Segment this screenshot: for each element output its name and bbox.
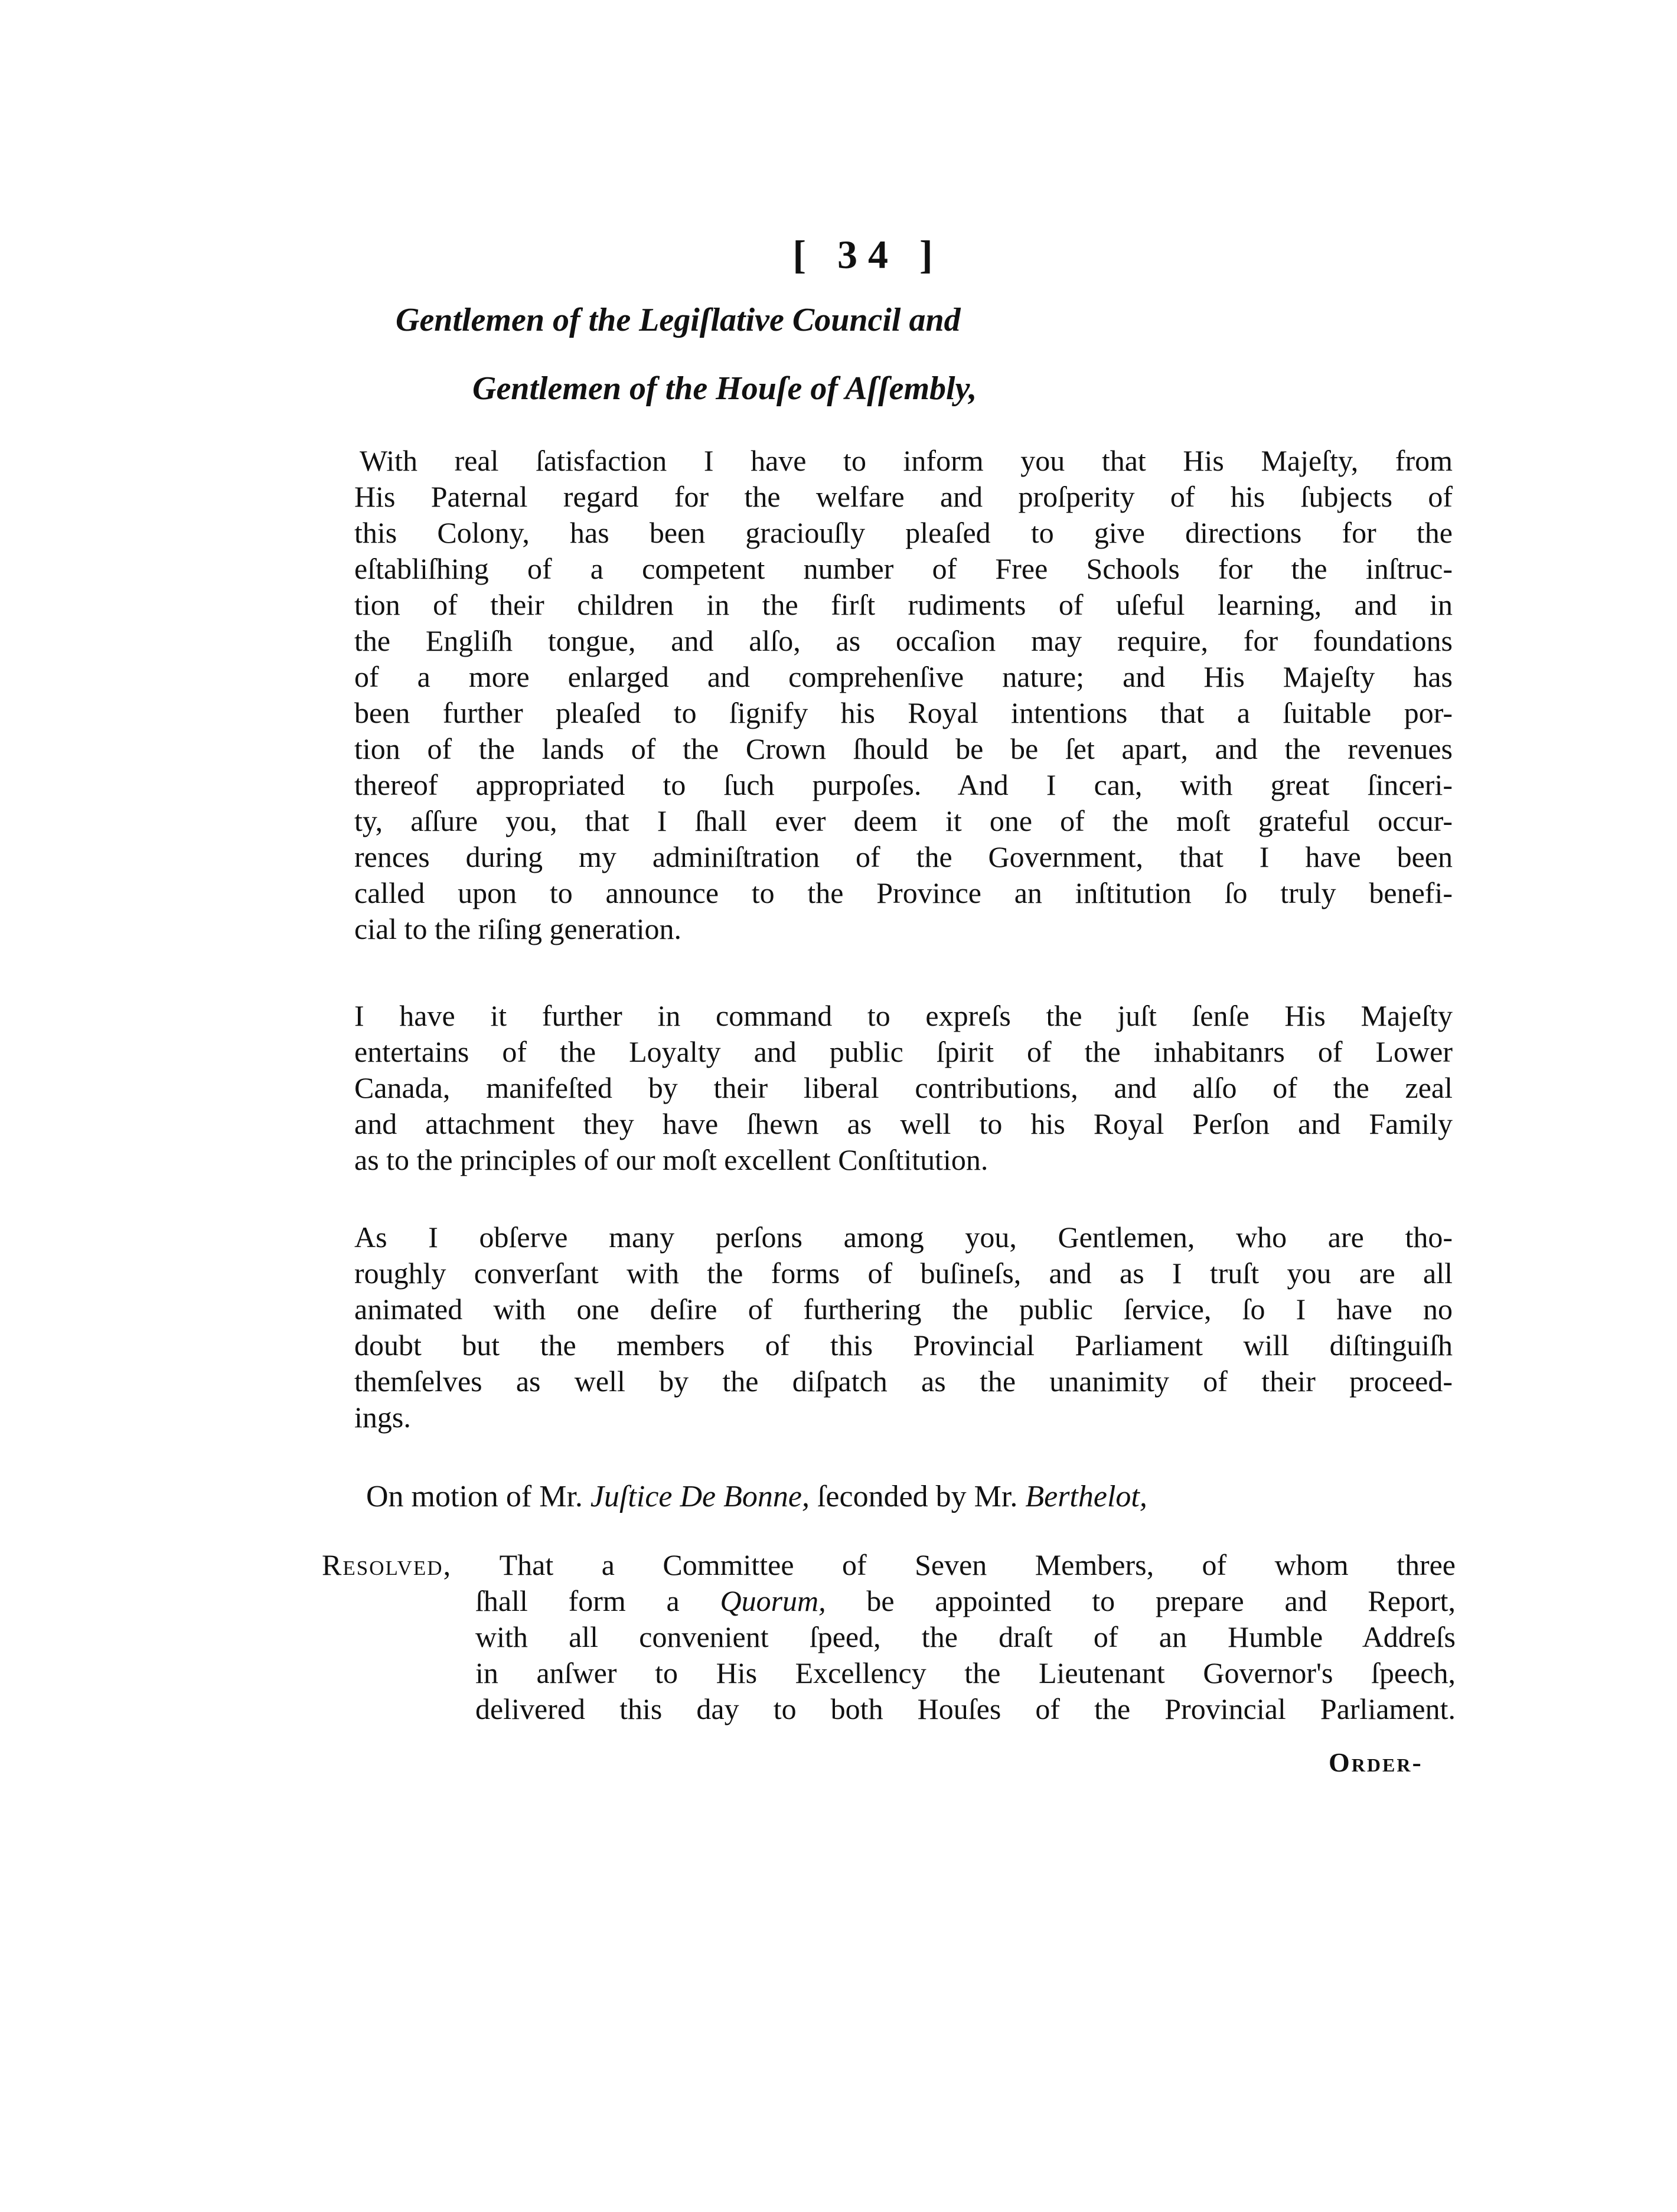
text-line: rences during my adminiſtration of the Government, that I have been (354, 840, 1453, 873)
text-line: as to the principles of our moſt excellent Conſtitution. (354, 1143, 988, 1176)
motion-middle: ſeconded by Mr. (809, 1480, 1026, 1513)
resolution-line: in anſwer to His Excellency the Lieutenant Governor's ſpeech, (475, 1656, 1456, 1689)
resolution-text: ſhall form a (475, 1584, 720, 1617)
text-line: of a more enlarged and comprehenſive nature; and His Majeſty has (354, 660, 1453, 693)
resolution-text: That a Committee of Seven Members, of whom three (452, 1548, 1456, 1581)
paragraph-loyalty (354, 998, 1453, 1178)
text-line: entertains of the Loyalty and public ſpirit of the inhabitanrs of Lower (354, 1035, 1453, 1068)
text-line: doubt but the members of this Provincial Parliament will diſtinguiſh (354, 1329, 1453, 1362)
text-line: As I obſerve many perſons among you, Gentlemen, who are tho- (354, 1221, 1453, 1254)
salutation-line-1: Gentlemen of the Legiſlative Council and (396, 302, 961, 338)
motion-line (366, 1479, 1147, 1514)
text-line: themſelves as well by the diſpatch as the unanimity of their proceed- (354, 1365, 1453, 1398)
motion-mover: Juſtice De Bonne, (590, 1480, 810, 1513)
text-line: With real ſatisfaction I have to inform you that His Majeſty, from (360, 444, 1453, 477)
resolution-line: with all convenient ſpeed, the draſt of an Humble Addreſs (475, 1620, 1456, 1653)
resolution (322, 1547, 1456, 1727)
paragraph-speech-schools (354, 443, 1453, 947)
text-line: roughly converſant with the forms of buſineſs, and as I truſt you are all (354, 1257, 1453, 1290)
text-line: tion of the lands of the Crown ſhould be be ſet apart, and the revenues (354, 732, 1453, 765)
resolution-text: be appointed to prepare and Report, (826, 1584, 1456, 1617)
text-line: the Engliſh tongue, and alſo, as occaſion may require, for foundations (354, 624, 1453, 657)
text-line: and attachment they have ſhewn as well to his Royal Perſon and Family (354, 1107, 1453, 1140)
text-line: Canada, manifeſted by their liberal contributions, and alſo of the zeal (354, 1071, 1453, 1104)
text-line: eſtabliſhing of a competent number of Free Schools for the inſtruc- (354, 552, 1453, 585)
resolution-line (322, 1547, 1456, 1583)
quorum-term: Quorum, (720, 1584, 826, 1617)
resolution-line: delivered this day to both Houſes of the Provincial Parliament. (475, 1692, 1456, 1725)
text-line: this Colony, has been graciouſly pleaſed to give directions for the (354, 516, 1453, 549)
page-number: [ 34 ] (792, 232, 944, 277)
text-line: ings. (354, 1401, 411, 1434)
catchword: Order- (1329, 1747, 1423, 1777)
salutation-line-2: Gentlemen of the Houſe of Aſſembly, (472, 370, 977, 407)
text-line: thereof appropriated to ſuch purpoſes. And I can, with great ſinceri- (354, 768, 1453, 801)
motion-seconder: Berthelot, (1025, 1480, 1147, 1513)
text-line: I have it further in command to expreſs the juſt ſenſe His Majeſty (354, 999, 1453, 1032)
text-line: tion of their children in the firſt rudiments of uſeful learning, and in (354, 588, 1453, 621)
paragraph-business (354, 1219, 1453, 1435)
text-line: been further pleaſed to ſignify his Royal intentions that a ſuitable por- (354, 696, 1453, 729)
text-line: animated with one deſire of furthering the public ſervice, ſo I have no (354, 1293, 1453, 1326)
resolution-line (322, 1583, 1456, 1619)
text-line: called upon to announce to the Province an inſtitution ſo truly benefi- (354, 876, 1453, 909)
resolved-label: Resolved, (322, 1548, 452, 1581)
text-line: His Paternal regard for the welfare and proſperity of his ſubjects of (354, 480, 1453, 513)
text-line: cial to the riſing generation. (354, 912, 681, 945)
text-line: ty, aſſure you, that I ſhall ever deem it one of the moſt grateful occur- (354, 804, 1453, 837)
motion-prefix: On motion of Mr. (366, 1480, 590, 1513)
